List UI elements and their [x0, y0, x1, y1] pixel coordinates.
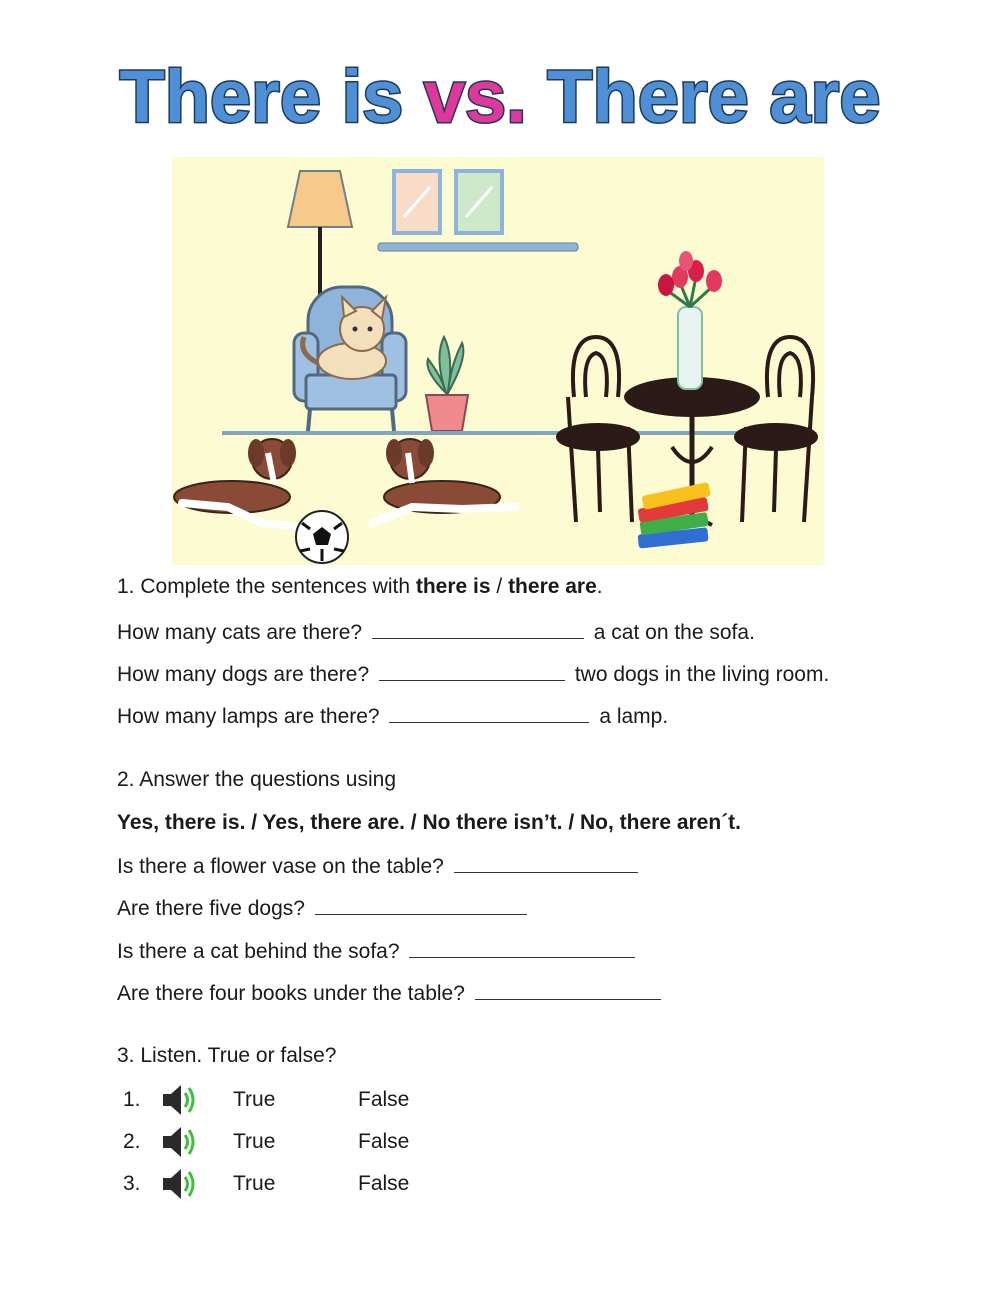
item-number: 2.: [123, 1130, 141, 1153]
question-text: Is there a flower vase on the table?: [117, 855, 444, 878]
answer-blank[interactable]: [379, 662, 565, 681]
answer-blank[interactable]: [389, 704, 589, 723]
question-text: How many cats are there?: [117, 621, 363, 644]
question-text: Are there five dogs?: [117, 897, 305, 920]
section2-answer-options: Yes, there is. / Yes, there are. / No there isn’t. / No, there aren´t.: [117, 811, 742, 834]
section2-item: [117, 981, 665, 1006]
answer-blank[interactable]: [454, 854, 638, 873]
answer-blank[interactable]: [372, 620, 584, 639]
living-room-illustration: [172, 157, 824, 565]
false-option[interactable]: False: [358, 1088, 410, 1111]
true-option[interactable]: True: [233, 1130, 276, 1153]
svg-text:There is vs. There are: [120, 55, 881, 138]
false-option[interactable]: False: [358, 1172, 410, 1195]
section1-item: [117, 704, 668, 729]
section2-item: [117, 896, 531, 921]
speaker-icon[interactable]: [161, 1124, 201, 1160]
section1-item: [117, 662, 829, 687]
question-text: Are there four books under the table?: [117, 982, 465, 1005]
item-number: 1.: [123, 1088, 141, 1111]
item-number: 3.: [123, 1172, 141, 1195]
title-part-there-are: There are: [526, 55, 881, 138]
soccer-ball-icon: [296, 511, 348, 563]
false-option[interactable]: False: [358, 1130, 410, 1153]
answer-blank[interactable]: [409, 939, 635, 958]
answer-blank[interactable]: [475, 981, 661, 1000]
section1-item: [117, 620, 755, 645]
section2-item: [117, 939, 639, 964]
question-text: Is there a cat behind the sofa?: [117, 940, 400, 963]
question-text: How many lamps are there?: [117, 705, 380, 728]
section1-instruction: 1. Complete the sentences with there is / there are.: [117, 575, 603, 598]
sentence-rest: two dogs in the living room.: [574, 663, 830, 686]
section3-instruction: 3. Listen. True or false?: [117, 1044, 337, 1067]
speaker-icon[interactable]: [161, 1166, 201, 1202]
sentence-rest: a cat on the sofa.: [593, 621, 755, 644]
title-part-there-is: There is: [119, 55, 424, 138]
answer-blank[interactable]: [315, 896, 527, 915]
speaker-icon[interactable]: [161, 1082, 201, 1118]
worksheet-title: [0, 52, 1000, 144]
sentence-rest: a lamp.: [599, 705, 669, 728]
section2-instruction: 2. Answer the questions using: [117, 768, 397, 791]
true-option[interactable]: True: [233, 1088, 276, 1111]
true-option[interactable]: True: [233, 1172, 276, 1195]
title-part-vs: vs.: [423, 55, 527, 138]
title-graphic: [90, 52, 910, 144]
question-text: How many dogs are there?: [117, 663, 370, 686]
section2-item: [117, 854, 642, 879]
